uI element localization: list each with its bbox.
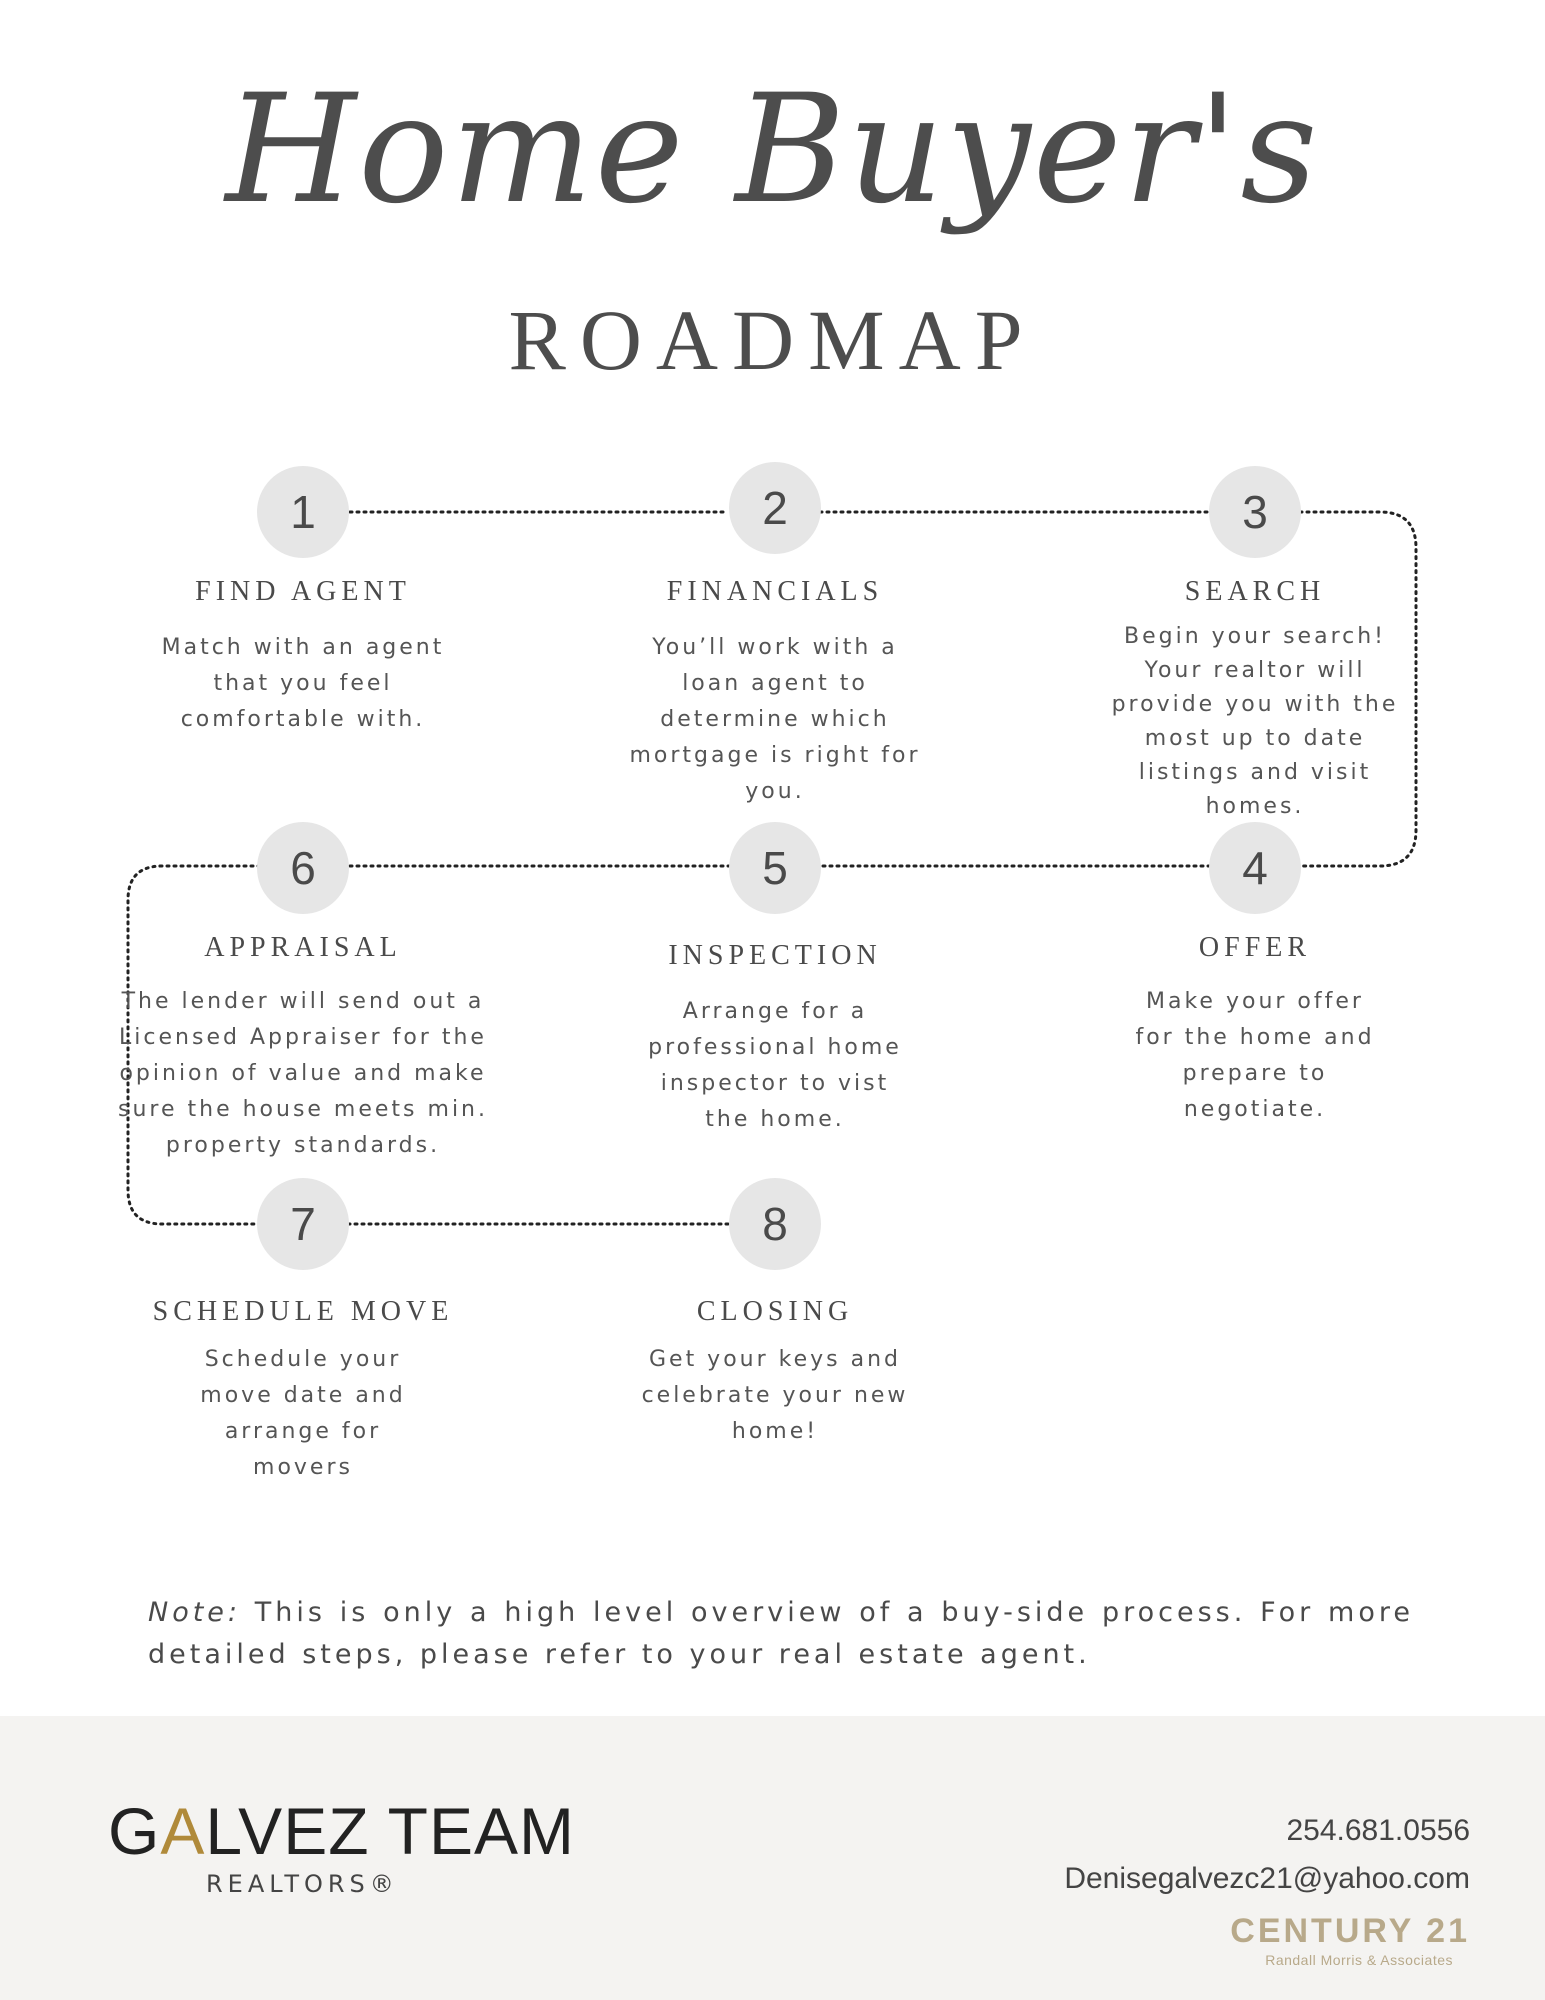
step-description: Begin your search! Your realtor will provide you with the most up to date listings and visit homes.: [1111, 624, 1399, 819]
page-title-script: Home Buyer's: [225, 63, 1320, 237]
step-description: The lender will send out a Licensed Appraiser for the opinion of value and make sure the house meets min. property standards.: [118, 989, 488, 1158]
step-title: SCHEDULE MOVE: [152, 1296, 454, 1327]
step-title: INSPECTION: [668, 940, 882, 971]
step-description: You’ll work with a loan agent to determine which mortgage is right for you.: [629, 635, 921, 804]
step-description: Make your offer for the home and prepare to negotiate.: [1135, 989, 1375, 1122]
logo-accent-letter: A: [160, 1794, 206, 1868]
step-number-badge: 1: [257, 466, 349, 558]
team-logo: [108, 1796, 575, 1866]
step-2: [585, 462, 965, 810]
step-title: FIND AGENT: [195, 576, 411, 607]
step-8: [585, 1178, 965, 1450]
century21-logo: CENTURY 21: [1230, 1912, 1470, 1950]
step-5: [585, 822, 965, 1138]
step-number-badge: 6: [257, 822, 349, 914]
step-title: OFFER: [1198, 932, 1312, 963]
step-title: CLOSING: [696, 1296, 854, 1327]
step-title: SEARCH: [1184, 576, 1326, 607]
phone-number[interactable]: 254.681.0556: [1286, 1814, 1470, 1847]
step-1: [113, 466, 493, 738]
disclaimer-note: [148, 1592, 1414, 1676]
team-subtitle: REALTORS®: [206, 1870, 399, 1898]
logo-text-part: G: [108, 1794, 161, 1868]
page-title-main: ROADMAP: [508, 292, 1037, 388]
step-description: Arrange for a professional home inspector to vist the home.: [648, 999, 902, 1132]
step-number-badge: 3: [1209, 466, 1301, 558]
step-title: FINANCIALS: [666, 576, 884, 607]
century21-office-name: Randall Morris & Associates: [1265, 1952, 1453, 1968]
step-number-badge: 5: [729, 822, 821, 914]
step-4: [1065, 822, 1445, 1128]
note-text: This is only a high level overview of a buy-side process. For more detailed steps, please refer to your real estate agent.: [148, 1597, 1414, 1670]
step-description: Match with an agent that you feel comfortable with.: [161, 635, 445, 732]
footer: [0, 1716, 1545, 2000]
step-number-badge: 2: [729, 462, 821, 554]
step-description: Schedule your move date and arrange for movers: [200, 1347, 406, 1480]
step-7: [113, 1178, 493, 1486]
step-title: APPRAISAL: [204, 932, 402, 963]
step-6: [113, 822, 493, 1164]
step-number-badge: 8: [729, 1178, 821, 1270]
logo-text-part: LVEZ TEAM: [205, 1794, 576, 1868]
step-number-badge: 7: [257, 1178, 349, 1270]
note-label: Note:: [148, 1597, 242, 1628]
step-3: [1065, 466, 1445, 824]
step-number-badge: 4: [1209, 822, 1301, 914]
email-address[interactable]: Denisegalvezc21@yahoo.com: [1064, 1862, 1470, 1895]
step-description: Get your keys and celebrate your new home!: [641, 1347, 909, 1444]
